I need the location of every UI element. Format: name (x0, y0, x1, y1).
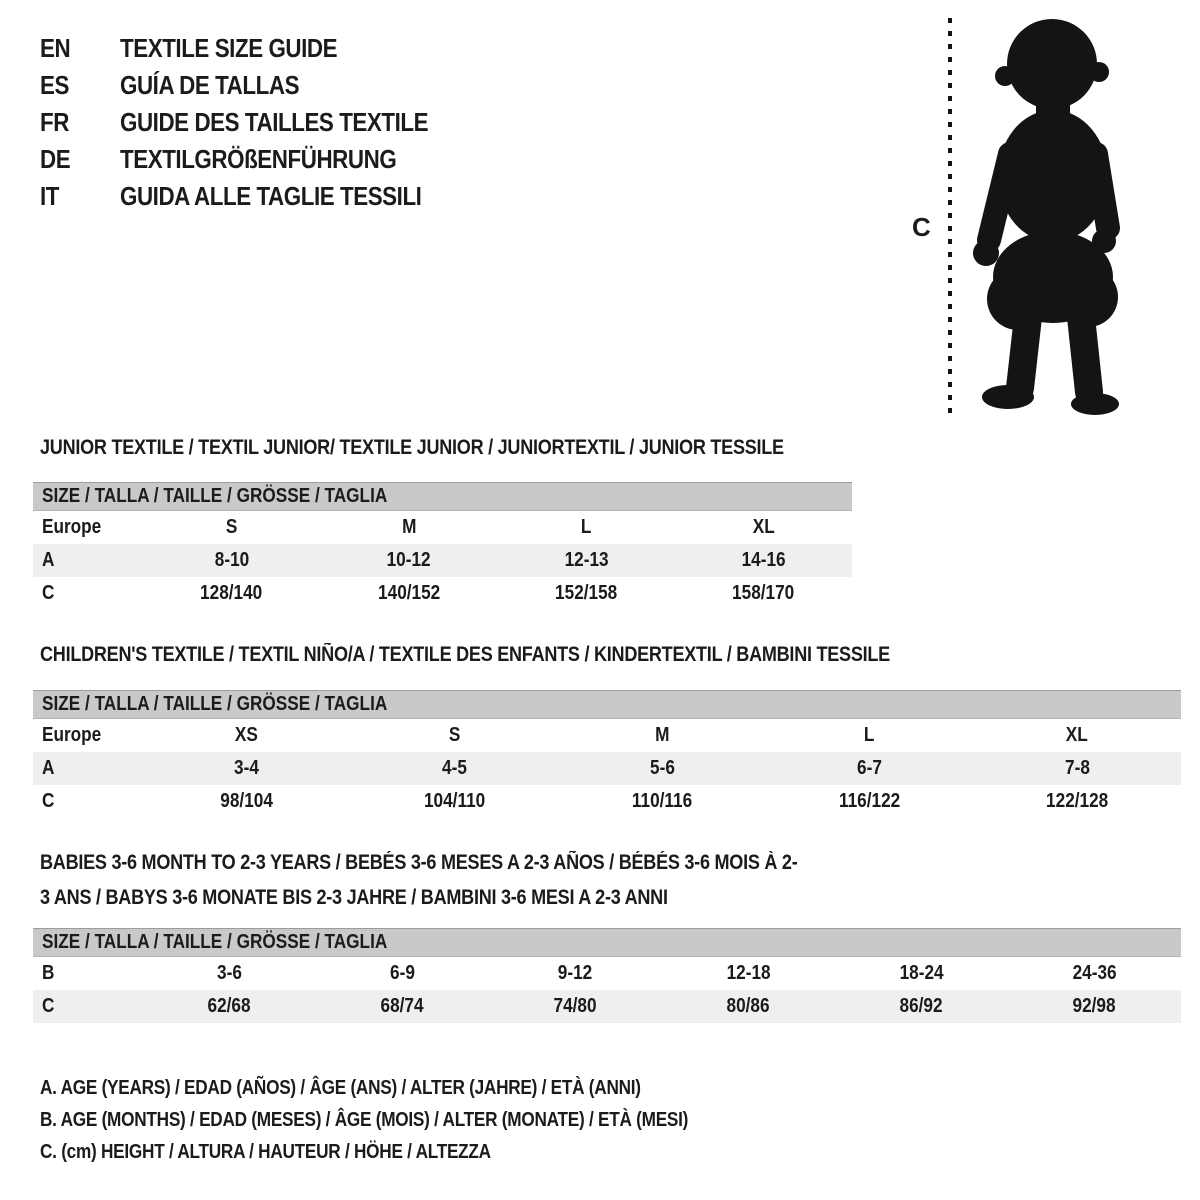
table-cell: 80/86 (726, 995, 771, 1017)
table-cell: S (448, 724, 461, 746)
table-cell: 74/80 (553, 995, 598, 1017)
language-title-list (40, 30, 478, 215)
height-measure-figure (912, 14, 1148, 418)
table-row (33, 957, 1181, 990)
table-row (33, 577, 852, 610)
table-row (33, 990, 1181, 1023)
table-cell: 86/92 (899, 995, 944, 1017)
toddler-silhouette-icon (938, 14, 1148, 418)
lang-title: GUÍA DE TALLAS (120, 70, 300, 100)
table-cell: 12-18 (726, 962, 771, 984)
row-label: C (42, 790, 55, 812)
table-cell: 152/158 (555, 582, 618, 604)
legend-line-a: A. AGE (YEARS) / EDAD (AÑOS) / ÂGE (ANS) / ALTER (JAHRE) / ETÀ (ANNI) (40, 1076, 641, 1099)
row-label: B (42, 962, 55, 984)
lang-row-en (40, 30, 478, 67)
table-cell: 140/152 (377, 582, 440, 604)
table-cell: 122/128 (1046, 790, 1109, 812)
table-cell: 14-16 (741, 549, 786, 571)
lang-code: FR (40, 107, 69, 137)
lang-row-es (40, 67, 478, 104)
table-cell: M (401, 516, 417, 538)
table-cell: 92/98 (1072, 995, 1117, 1017)
table-cell: L (580, 516, 592, 538)
row-label: Europe (42, 724, 102, 746)
table-cell: XL (752, 516, 775, 538)
size-header-band: SIZE / TALLA / TAILLE / GRÖSSE / TAGLIA (33, 928, 1181, 957)
table-cell: 10-12 (386, 549, 431, 571)
table-cell: 7-8 (1064, 757, 1090, 779)
table-row (33, 544, 852, 577)
babies-size-table (33, 928, 1181, 1023)
table-cell: 110/116 (631, 790, 693, 812)
table-cell: 8-10 (214, 549, 249, 571)
legend-line-b: B. AGE (MONTHS) / EDAD (MESES) / ÂGE (MOIS) / ALTER (MONATE) / ETÀ (MESI) (40, 1108, 689, 1131)
table-row (33, 752, 1181, 785)
table-cell: 12-13 (564, 549, 609, 571)
lang-title: TEXTILGRÖßENFÜHRUNG (120, 144, 397, 174)
size-header-band: SIZE / TALLA / TAILLE / GRÖSSE / TAGLIA (33, 482, 852, 511)
lang-row-it (40, 178, 478, 215)
children-section-heading: CHILDREN'S TEXTILE / TEXTIL NIÑO/A / TEXTILE DES ENFANTS / KINDERTEXTIL / BAMBINI TESSILE (40, 643, 890, 666)
table-cell: 9-12 (558, 962, 593, 984)
table-row (33, 719, 1181, 752)
junior-section-heading: JUNIOR TEXTILE / TEXTIL JUNIOR/ TEXTILE JUNIOR / JUNIORTEXTIL / JUNIOR TESSILE (40, 436, 784, 459)
legend-line-c: C. (cm) HEIGHT / ALTURA / HAUTEUR / HÖHE / ALTEZZA (40, 1140, 491, 1163)
height-measure-label: C (912, 212, 931, 242)
lang-row-fr (40, 104, 478, 141)
table-row (33, 511, 852, 544)
lang-title: GUIDA ALLE TAGLIE TESSILI (120, 181, 422, 211)
table-cell: 158/170 (732, 582, 795, 604)
table-cell: 104/110 (423, 790, 486, 812)
table-cell: 24-36 (1072, 962, 1117, 984)
children-size-table (33, 690, 1181, 818)
lang-title: GUIDE DES TAILLES TEXTILE (120, 107, 429, 137)
table-cell: XS (235, 724, 259, 746)
table-cell: 6-9 (390, 962, 415, 984)
table-cell: 6-7 (857, 757, 883, 779)
table-cell: S (225, 516, 238, 538)
row-label: C (42, 582, 55, 604)
lang-code: EN (40, 33, 71, 63)
size-header-band: SIZE / TALLA / TAILLE / GRÖSSE / TAGLIA (33, 690, 1181, 719)
lang-code: ES (40, 70, 69, 100)
table-cell: 5-6 (649, 757, 675, 779)
table-cell: 18-24 (899, 962, 944, 984)
lang-code: IT (40, 181, 60, 211)
table-cell: XL (1066, 724, 1089, 746)
lang-row-de (40, 141, 478, 178)
legend (40, 1072, 794, 1168)
junior-size-table (33, 482, 852, 610)
table-cell: 128/140 (200, 582, 263, 604)
table-cell: 4-5 (441, 757, 467, 779)
table-cell: 62/68 (207, 995, 252, 1017)
babies-section-heading: BABIES 3-6 MONTH TO 2-3 YEARS / BEBÉS 3-6 MESES A 2-3 AÑOS / BÉBÉS 3-6 MOIS À 2-3 ANS / BABYS 3-6 MONATE BIS 2-3 JAHRE / BAMBINI 3-6 MESI A 2-3 ANNI (40, 851, 798, 909)
row-label: A (42, 549, 55, 571)
row-label: Europe (42, 516, 102, 538)
table-cell: 3-4 (234, 757, 260, 779)
table-cell: 3-6 (217, 962, 242, 984)
table-cell: M (654, 724, 670, 746)
table-row (33, 785, 1181, 818)
lang-code: DE (40, 144, 71, 174)
table-cell: 116/122 (838, 790, 901, 812)
lang-title: TEXTILE SIZE GUIDE (120, 33, 338, 63)
table-cell: 68/74 (380, 995, 425, 1017)
row-label: A (42, 757, 55, 779)
table-cell: L (864, 724, 875, 746)
table-cell: 98/104 (220, 790, 274, 812)
row-label: C (42, 995, 55, 1017)
